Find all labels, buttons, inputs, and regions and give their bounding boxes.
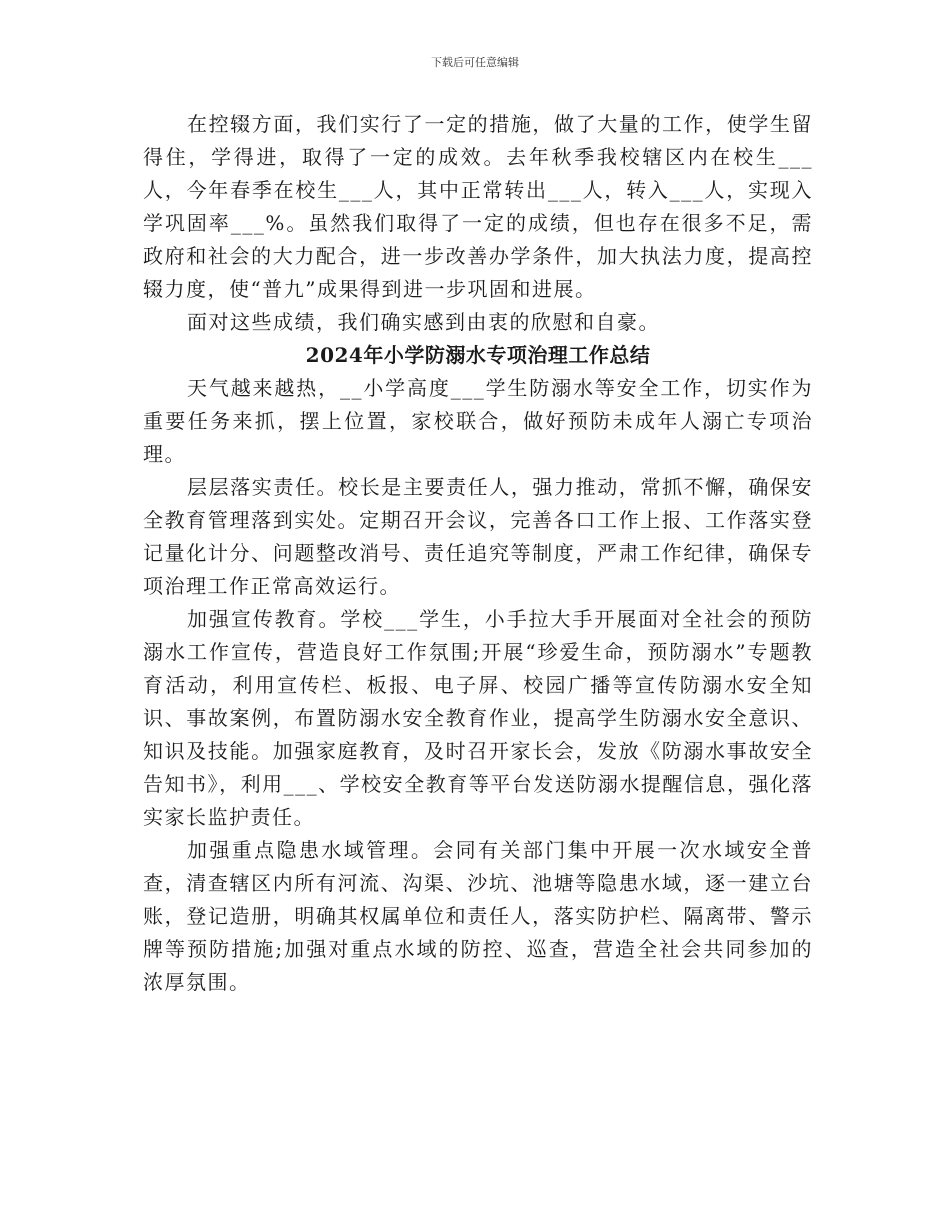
paragraph-responsibility: 层层落实责任。校长是主要责任人，强力推动，常抓不懈，确保安全教育管理落到实处。定期召开会议，完善各口工作上报、工作落实登记量化计分、问题整改消号、责任追究等制度，严肃工作纪律，确保专项治理工作正常高效运行。 bbox=[143, 475, 813, 598]
paragraph-dropout-control: 在控辍方面，我们实行了一定的措施，做了大量的工作，使学生留得住，学得进，取得了一定的成效。去年秋季我校辖区内在校生___人，今年春季在校生___人，其中正常转出___人，转入___人，实现入学巩固率___%。虽然我们取得了一定的成绩，但也存在很多不足，需政府和社会的大力配合，进一步改善办学条件，加大执法力度，提高控辍力度，使“普九”成果得到进一步巩固和进展。 bbox=[143, 112, 813, 301]
paragraph-achievement: 面对这些成绩，我们确实感到由衷的欣慰和自豪。 bbox=[187, 310, 660, 334]
paragraph-education: 加强宣传教育。学校___学生，小手拉大手开展面对全社会的预防溺水工作宣传，营造良好工作氛围;开展“珍爱生命，预防溺水”专题教育活动，利用宣传栏、板报、电子屏、校园广播等宣传防溺水安全知识、事故案例，布置防溺水安全教育作业，提高学生防溺水安全意识、知识及技能。加强家庭教育，及时召开家长会，发放《防溺水事故安全告知书》，利用___、学校安全教育等平台发送防溺水提醒信息，强化落实家长监护责任。 bbox=[143, 607, 813, 829]
section-title: 2024年小学防溺水专项治理工作总结 bbox=[305, 343, 651, 367]
paragraph-intro: 天气越来越热，__小学高度___学生防溺水等安全工作，切实作为重要任务来抓，摆上位置，家校联合，做好预防未成年人溺亡专项治理。 bbox=[143, 376, 813, 466]
paragraph-water-management: 加强重点隐患水域管理。会同有关部门集中开展一次水域安全普查，清查辖区内所有河流、沟渠、沙坑、池塘等隐患水域，逐一建立台账，登记造册，明确其权属单位和责任人，落实防护栏、隔离带、警示牌等预防措施;加强对重点水域的防控、巡查，营造全社会共同参加的浓厚氛围。 bbox=[143, 838, 813, 994]
page-header-note: 下载后可任意编辑 bbox=[431, 56, 519, 69]
document-body bbox=[143, 108, 813, 999]
